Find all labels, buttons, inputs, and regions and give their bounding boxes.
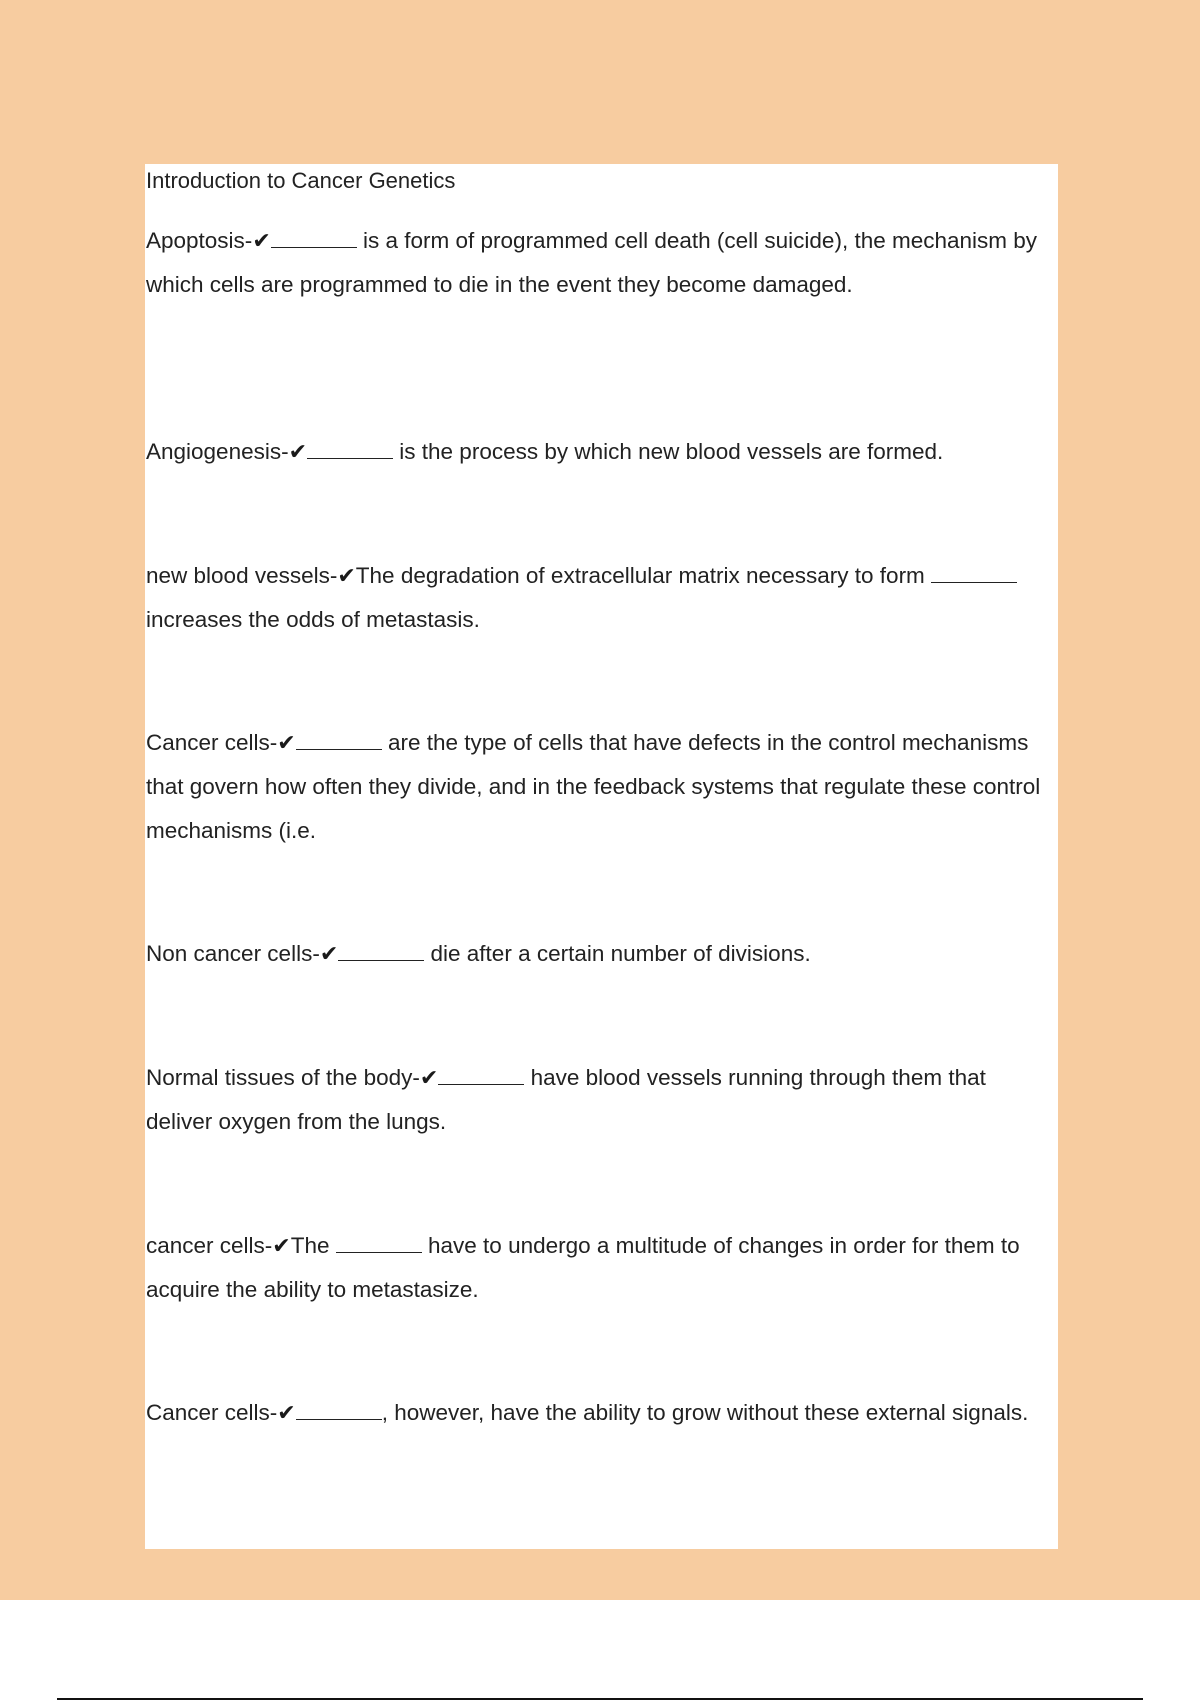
entry-post-text: , however, have the ability to grow without these external signals. <box>381 1400 1029 1425</box>
fill-in-blank <box>438 1083 524 1085</box>
fill-in-blank <box>338 959 424 961</box>
checkmark-icon: ✔ <box>419 1065 439 1090</box>
entry-term: Cancer cells- <box>146 1400 278 1425</box>
entry-post-text: is the process by which new blood vessels are formed. <box>393 439 944 464</box>
entry-pre-text: The <box>290 1233 336 1258</box>
fill-in-blank <box>307 457 393 459</box>
checkmark-icon: ✔ <box>272 1233 291 1258</box>
entry-term: Non cancer cells- <box>146 941 320 966</box>
entry-term: Angiogenesis- <box>146 439 289 464</box>
entry-term: Cancer cells- <box>146 730 278 755</box>
flashcard-entry <box>146 721 1058 853</box>
checkmark-icon: ✔ <box>277 730 296 755</box>
fill-in-blank <box>271 246 357 248</box>
entry-term: new blood vessels- <box>146 563 338 588</box>
entry-term: Apoptosis- <box>146 228 253 253</box>
checkmark-icon: ✔ <box>288 439 308 464</box>
entry-term: cancer cells- <box>146 1233 273 1258</box>
entry-pre-text: The degradation of extracellular matrix necessary to form <box>355 563 932 588</box>
document-sheet <box>145 164 1058 1549</box>
checkmark-icon: ✔ <box>337 563 356 588</box>
entry-post-text: have blood vessels running through them that deliver oxygen from the lungs. <box>146 1065 986 1134</box>
checkmark-icon: ✔ <box>277 1400 296 1425</box>
flashcard-entry <box>146 1224 1058 1312</box>
entry-post-text: die after a certain number of divisions. <box>424 941 811 966</box>
entry-post-text: increases the odds of metastasis. <box>146 607 480 632</box>
entry-term: Normal tissues of the body- <box>146 1065 420 1090</box>
flashcard-entry <box>146 932 1058 976</box>
flashcard-entry <box>146 430 1058 474</box>
fill-in-blank <box>336 1251 422 1253</box>
fill-in-blank <box>296 748 382 750</box>
fill-in-blank <box>931 581 1017 583</box>
checkmark-icon: ✔ <box>252 228 271 253</box>
entry-post-text: have to undergo a multitude of changes in order for them to acquire the ability to metastasize. <box>146 1233 1020 1302</box>
checkmark-icon: ✔ <box>319 941 339 966</box>
flashcard-entry <box>146 1391 1058 1435</box>
entry-post-text: are the type of cells that have defects in the control mechanisms that govern how often they divide, and in the feedback systems that regulate these control mechanisms (i.e. <box>146 730 1041 843</box>
entry-post-text: is a form of programmed cell death (cell suicide), the mechanism by which cells are programmed to die in the event they become damaged. <box>146 228 1038 297</box>
flashcard-entry <box>146 219 1058 307</box>
fill-in-blank <box>296 1418 382 1420</box>
flashcard-entry <box>146 554 1058 642</box>
flashcard-entry <box>146 1056 1058 1144</box>
document-title: Introduction to Cancer Genetics <box>146 168 456 193</box>
